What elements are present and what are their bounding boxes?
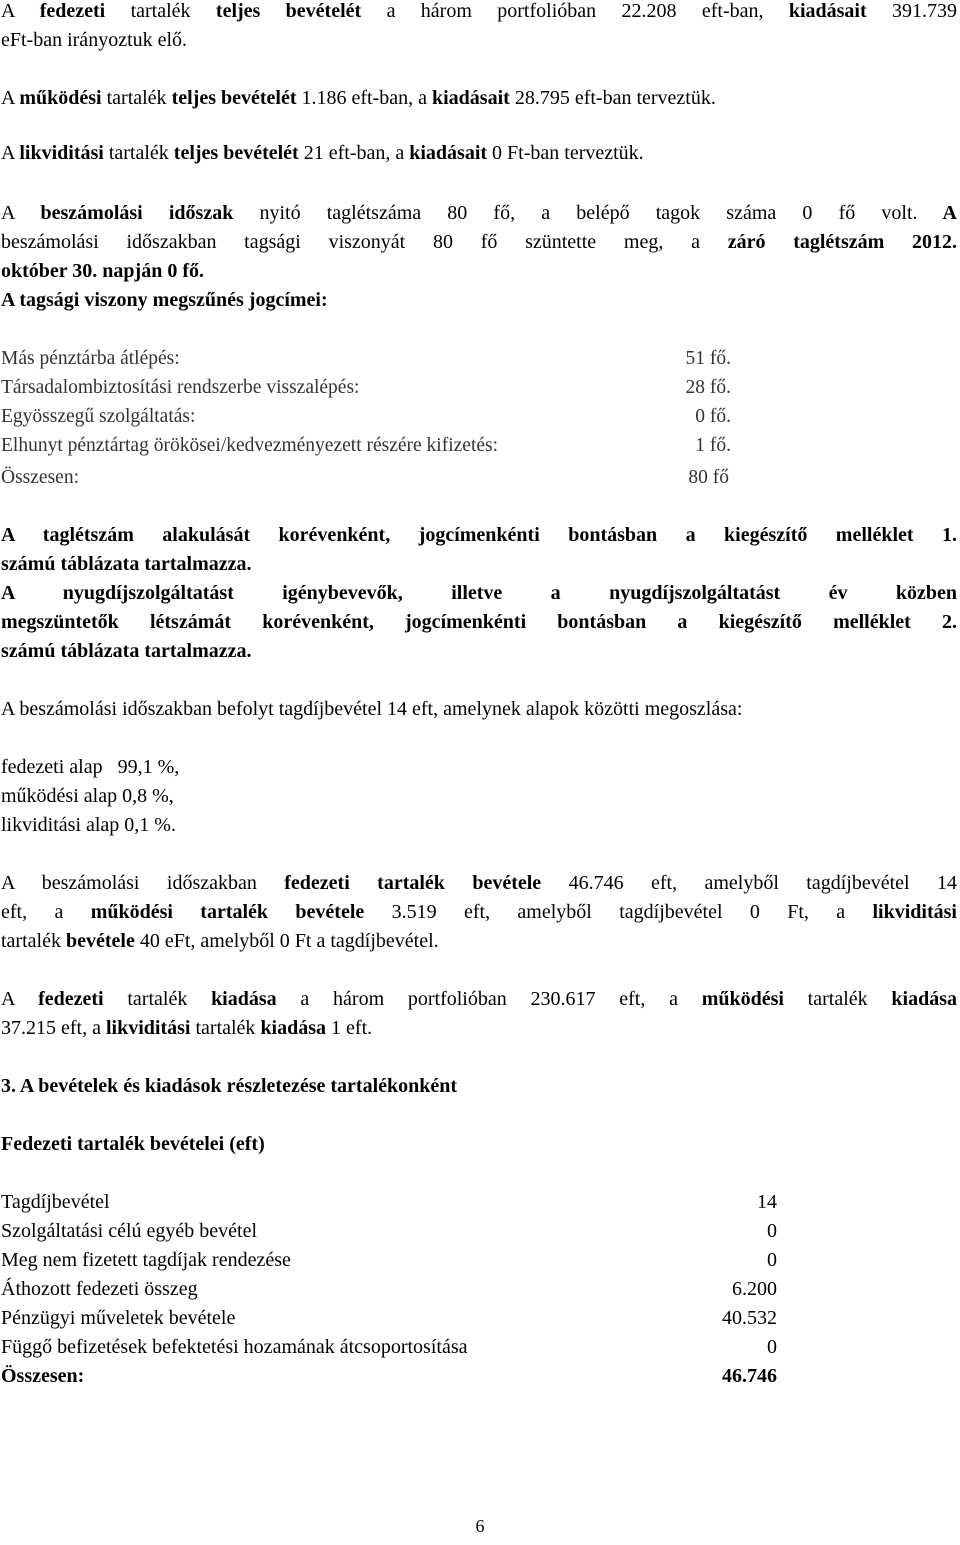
section-heading: 3. A bevételek és kiadások részletezése tartalékonként: [1, 1075, 458, 1097]
fee-income-sentence: A beszámolási időszakban befolyt tagdíjbevétel 14 eft, amelynek alapok közötti megoszlása:: [1, 698, 743, 720]
mukodesi-planned: A működési tartalék teljes bevételét 1.186 eft-ban, a kiadásait 28.795 eft-ban terveztük.: [1, 87, 716, 109]
termination-row: Egyösszegű szolgáltatás: 0 fő.: [1, 406, 731, 427]
termination-heading: A tagsági viszony megszűnés jogcímei:: [1, 289, 328, 311]
likviditasi-planned: A likviditási tartalék teljes bevételét 21 eft-ban, a kiadásait 0 Ft-ban terveztük.: [1, 142, 644, 164]
termination-total-row: Összesen: 80 fő: [1, 467, 729, 488]
income-line-2: eft, a működési tartalék bevétele 3.519 eft, amelyből tagdíjbevétel 0 Ft, a likviditási: [1, 901, 957, 923]
split-fedezeti: fedezeti alap 99,1 %,: [1, 756, 180, 778]
termination-row: Más pénztárba átlépés: 51 fő.: [1, 348, 731, 369]
income-row: Pénzügyi műveletek bevétele 40.532: [1, 1307, 777, 1329]
fedezeti-planned-line-2: eFt-ban irányoztuk elő.: [1, 29, 188, 51]
expense-line-2: 37.215 eft, a likviditási tartalék kiadása 1 eft.: [1, 1017, 373, 1039]
fedezeti-planned-line-1: A fedezeti tartalék teljes bevételét a három portfolióban 22.208 eft-ban, kiadásait 391.739: [1, 0, 958, 22]
income-row: Függő befizetések befektetési hozamának átcsoportosítása 0: [1, 1336, 777, 1358]
income-row: Tagdíjbevétel 14: [1, 1191, 777, 1213]
table-heading: Fedezeti tartalék bevételei (eft): [1, 1133, 265, 1155]
income-line-3: tartalék bevétele 40 eFt, amelyből 0 Ft a tagdíjbevétel.: [1, 930, 439, 952]
membership-line-2: beszámolási időszakban tagsági viszonyát 80 fő szüntette meg, a záró taglétszám 2012.: [1, 231, 958, 253]
appendix-1-line-1: A taglétszám alakulását korévenként, jogcímenkénti bontásban a kiegészítő melléklet 1.: [1, 524, 957, 546]
income-row: Szolgáltatási célú egyéb bevétel 0: [1, 1220, 777, 1242]
termination-row: Társadalombiztosítási rendszerbe visszalépés: 28 fő.: [1, 377, 731, 398]
membership-line-1: A beszámolási időszak nyitó taglétszáma 80 fő, a belépő tagok száma 0 fő volt. A: [1, 202, 957, 224]
income-row: Áthozott fedezeti összeg 6.200: [1, 1278, 777, 1300]
income-row: Meg nem fizetett tagdíjak rendezése 0: [1, 1249, 777, 1271]
expense-line-1: A fedezeti tartalék kiadása a három portfolióban 230.617 eft, a működési tartalék kiadása: [1, 988, 957, 1010]
split-mukodesi: működési alap 0,8 %,: [1, 785, 174, 807]
appendix-2-line-2: megszüntetők létszámát korévenként, jogcímenkénti bontásban a kiegészítő melléklet 2.: [1, 611, 957, 633]
termination-row: Elhunyt pénztártag örökösei/kedvezményezett részére kifizetés: 1 fő.: [1, 435, 731, 456]
split-likviditasi: likviditási alap 0,1 %.: [1, 814, 176, 836]
page-number: 6: [475, 1516, 485, 1536]
appendix-2-line-3: számú táblázata tartalmazza.: [1, 640, 252, 662]
membership-line-3: október 30. napján 0 fő.: [1, 260, 204, 282]
income-line-1: A beszámolási időszakban fedezeti tartalék bevétele 46.746 eft, amelyből tagdíjbevétel 14: [1, 872, 958, 894]
appendix-1-line-2: számú táblázata tartalmazza.: [1, 553, 252, 575]
income-total-row: Összesen: 46.746: [1, 1365, 777, 1387]
appendix-2-line-1: A nyugdíjszolgáltatást igénybevevők, illetve a nyugdíjszolgáltatást év közben: [1, 582, 957, 604]
